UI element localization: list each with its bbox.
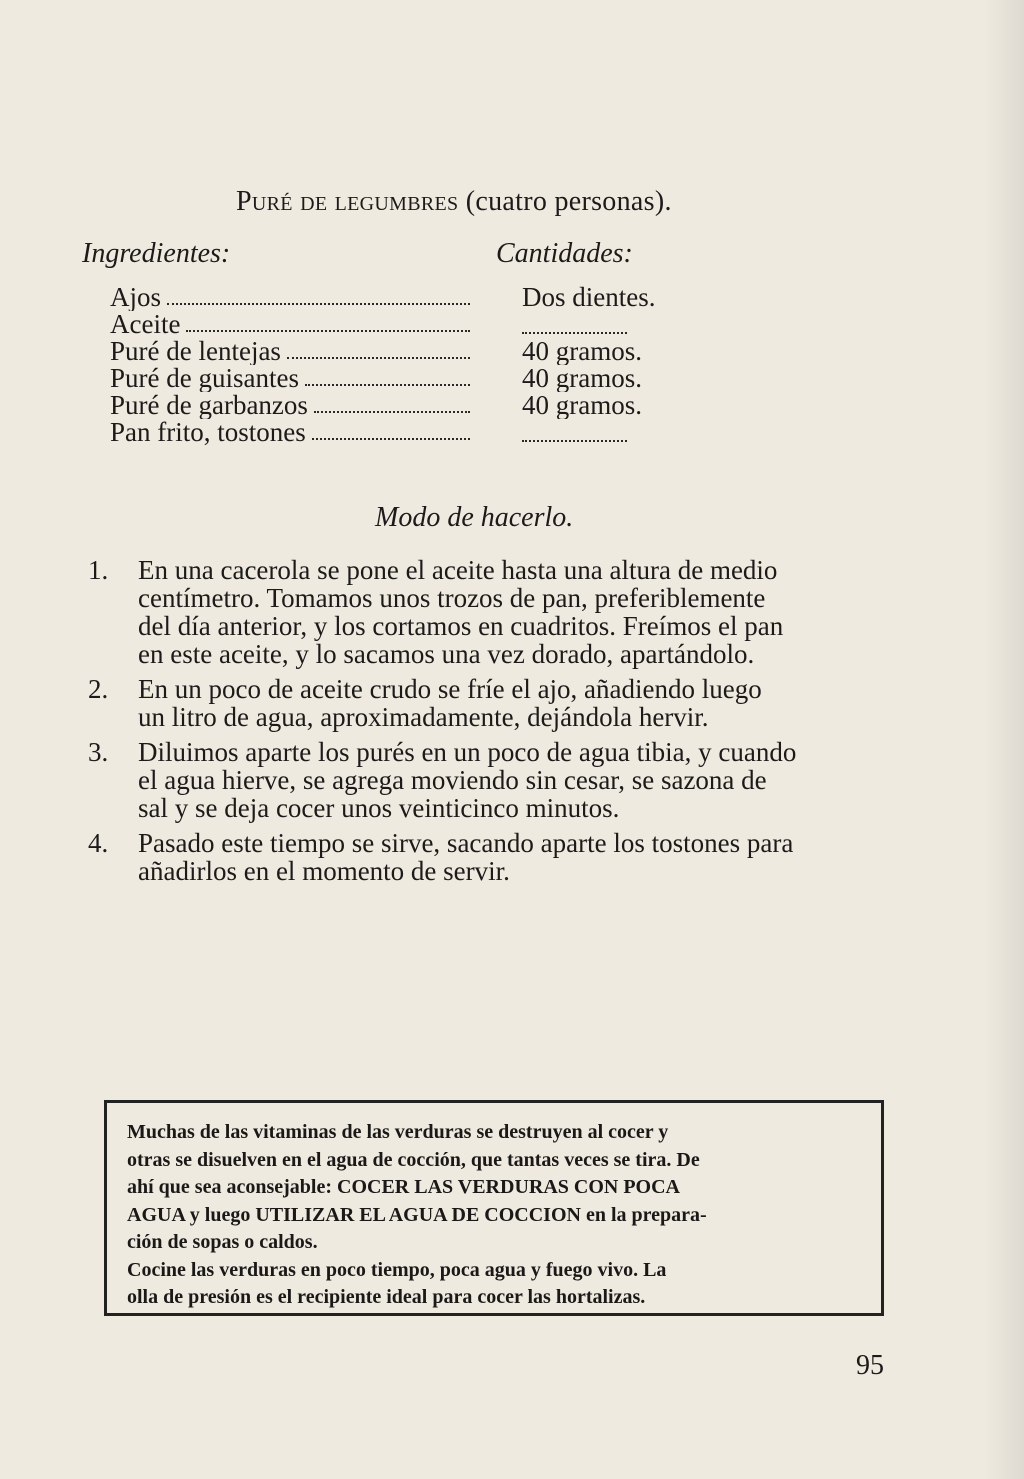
- step-line: un litro de agua, aproximadamente, dejándola hervir.: [138, 702, 709, 732]
- method-step: [88, 829, 888, 885]
- step-number: 1.: [88, 555, 109, 585]
- step-line: el agua hierve, se agrega moviendo sin cesar, se sazona de: [138, 765, 767, 795]
- ingredients-list: [110, 284, 470, 446]
- recipe-title-smallcaps: Puré de legumbres: [236, 186, 459, 217]
- page-gutter-shadow: [984, 0, 1024, 1479]
- step-number: 4.: [88, 828, 109, 858]
- step-line: en este aceite, y lo sacamos una vez dorado, apartándolo.: [138, 639, 755, 669]
- ingredient-name: Puré de guisantes: [110, 365, 299, 392]
- quantity-value: 40 gramos.: [522, 365, 642, 392]
- step-line: En un poco de aceite crudo se fríe el ajo, añadiendo luego: [138, 674, 762, 704]
- note-line: olla de presión es el recipiente ideal para cocer las hortalizas.: [127, 1286, 646, 1308]
- ingredient-name: Pan frito, tostones: [110, 419, 306, 446]
- step-text: [138, 829, 888, 885]
- note-line: Cocine las verduras en poco tiempo, poca agua y fuego vivo. La: [127, 1258, 667, 1281]
- step-text: [138, 556, 888, 668]
- quantity-row: [522, 419, 722, 446]
- vitamins-note-box: [104, 1100, 884, 1316]
- dot-leader: [167, 303, 470, 305]
- ingredients-heading: Ingredientes:: [82, 238, 231, 269]
- ingredient-row: [110, 419, 470, 446]
- dot-leader: [314, 411, 470, 413]
- note-line: AGUA y luego UTILIZAR EL AGUA DE COCCION en la prepara-: [127, 1203, 707, 1226]
- ingredient-row: [110, 311, 470, 338]
- dot-leader: [305, 384, 470, 386]
- ingredient-row: [110, 392, 470, 419]
- note-line: ción de sopas o caldos.: [127, 1231, 318, 1253]
- quantity-row: [522, 392, 722, 419]
- ingredient-row: [110, 284, 470, 311]
- recipe-title: [236, 186, 672, 218]
- step-line: añadirlos en el momento de servir.: [138, 856, 510, 886]
- quantity-dots: [522, 440, 627, 442]
- quantity-row: [522, 311, 722, 338]
- step-text: [138, 675, 888, 731]
- step-text: [138, 738, 888, 822]
- step-line: centímetro. Tomamos unos trozos de pan, preferiblemente: [138, 583, 766, 613]
- ingredient-name: Puré de lentejas: [110, 338, 281, 365]
- quantity-dots: [522, 332, 627, 334]
- method-step: [88, 675, 888, 731]
- quantities-list: [522, 284, 722, 446]
- vitamins-note-text: [127, 1119, 857, 1312]
- step-line: En una cacerola se pone el aceite hasta una altura de medio: [138, 555, 778, 585]
- dot-leader: [312, 438, 470, 440]
- quantity-row: [522, 365, 722, 392]
- dot-leader: [186, 330, 470, 332]
- quantity-row: [522, 284, 722, 311]
- step-line: Pasado este tiempo se sirve, sacando aparte los tostones para: [138, 828, 794, 858]
- step-number: 3.: [88, 737, 109, 767]
- dot-leader: [287, 357, 470, 359]
- recipe-title-servings: (cuatro personas).: [458, 186, 672, 217]
- step-number: 2.: [88, 674, 109, 704]
- ingredient-row: [110, 338, 470, 365]
- note-line: ahí que sea aconsejable: COCER LAS VERDURAS CON POCA: [127, 1176, 680, 1198]
- method-step: [88, 556, 888, 668]
- ingredient-row: [110, 365, 470, 392]
- step-line: sal y se deja cocer unos veinticinco minutos.: [138, 793, 620, 823]
- note-line: otras se disuelven en el agua de cocción, que tantas veces se tira. De: [127, 1148, 700, 1171]
- note-line: Muchas de las vitaminas de las verduras se destruyen al cocer y: [127, 1121, 669, 1143]
- method-steps: [88, 556, 888, 892]
- method-heading: Modo de hacerlo.: [375, 502, 574, 533]
- ingredient-name: Puré de garbanzos: [110, 392, 308, 419]
- quantities-heading: Cantidades:: [496, 238, 633, 269]
- quantity-value: Dos dientes.: [522, 284, 656, 311]
- step-line: del día anterior, y los cortamos en cuadritos. Freímos el pan: [138, 611, 784, 641]
- method-step: [88, 738, 888, 822]
- quantity-value: 40 gramos.: [522, 338, 642, 365]
- quantity-value: 40 gramos.: [522, 392, 642, 419]
- page-number: 95: [856, 1350, 884, 1381]
- quantity-row: [522, 338, 722, 365]
- step-line: Diluimos aparte los purés en un poco de agua tibia, y cuando: [138, 737, 797, 767]
- ingredient-name: Aceite: [110, 311, 181, 338]
- ingredient-name: Ajos: [110, 284, 162, 311]
